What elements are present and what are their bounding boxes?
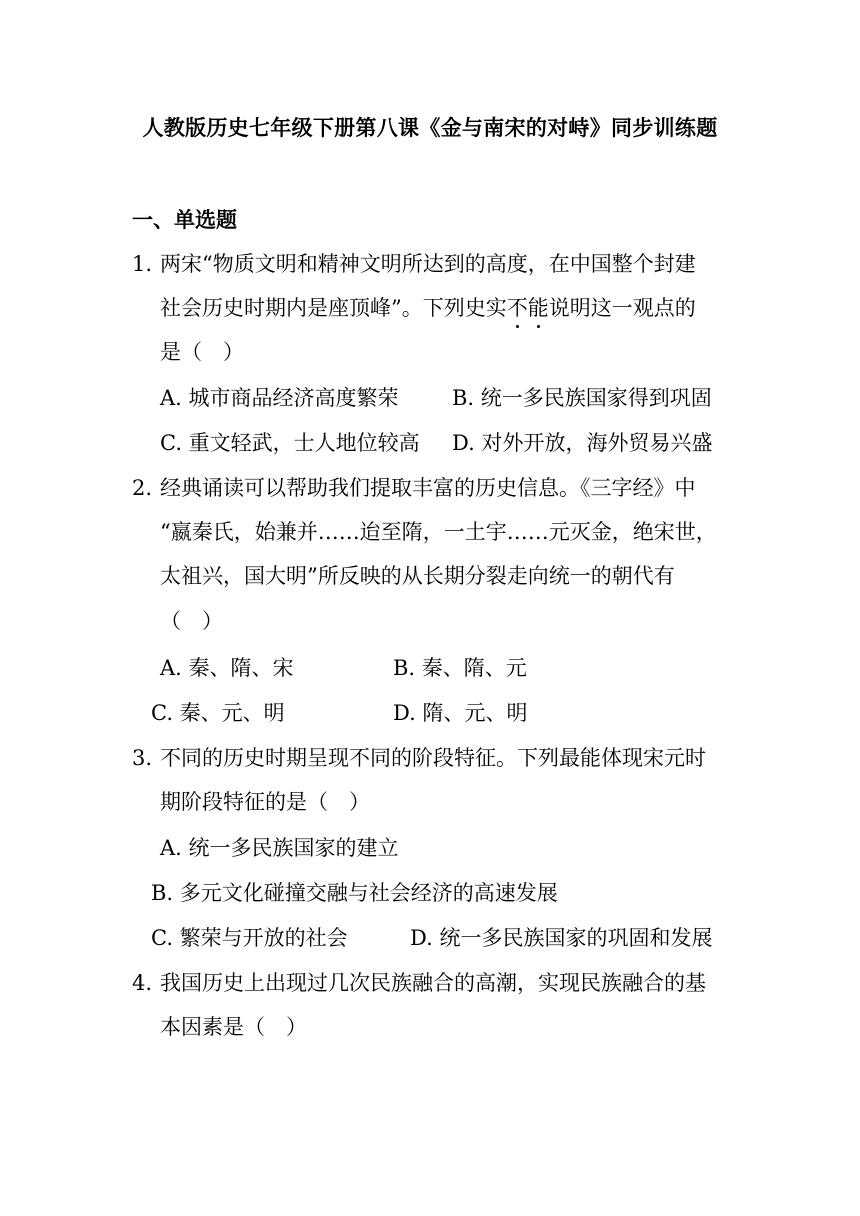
question-text-line: 是（ ） [160, 340, 244, 364]
question-text-line: 两宋“物质文明和精神文明所达到的高度，在中国整个封建 [160, 252, 696, 276]
option-b[interactable]: B. 统一多民族国家得到巩固 [452, 386, 712, 410]
question-text-line: 经典诵读可以帮助我们提取丰富的历史信息。《三字经》中 [160, 476, 696, 500]
emphasis-char: 不 [506, 296, 528, 320]
question-number: 4. [132, 971, 153, 995]
emphasis-char: 能 [527, 296, 549, 320]
question-text-line: 期阶段特征的是（ ） [160, 790, 370, 814]
question-text-line: （ ） [160, 609, 223, 633]
option-d[interactable]: D. 隋、元、明 [393, 701, 528, 725]
option-d[interactable]: D. 统一多民族国家的巩固和发展 [410, 926, 713, 950]
question-text-line: 我国历史上出现过几次民族融合的高潮，实现民族融合的基 [160, 971, 706, 995]
question-number: 2. [132, 476, 153, 500]
question-text-line: 本因素是（ ） [160, 1015, 307, 1039]
question-text-line: 社会历史时期内是座顶峰”。下列史实不能说明这一观点的 [160, 296, 696, 320]
option-c[interactable]: C. 秦、元、明 [151, 701, 285, 725]
question-number: 3. [132, 746, 153, 770]
option-a[interactable]: A. 城市商品经济高度繁荣 [160, 386, 399, 410]
section-heading: 一、单选题 [132, 208, 237, 232]
question-text-line: 太祖兴，国大明”所反映的从长期分裂走向统一的朝代有 [160, 564, 675, 588]
option-d[interactable]: D. 对外开放，海外贸易兴盛 [452, 431, 713, 455]
emphasis-text [507, 296, 549, 320]
question-number: 1. [132, 252, 153, 276]
option-b[interactable]: B. 秦、隋、元 [393, 656, 527, 680]
option-a[interactable]: A. 统一多民族国家的建立 [160, 836, 399, 860]
question-text-line: 不同的历史时期呈现不同的阶段特征。下列最能体现宋元时 [160, 746, 706, 770]
option-c[interactable]: C. 繁荣与开放的社会 [151, 926, 348, 950]
option-a[interactable]: A. 秦、隋、宋 [160, 656, 294, 680]
option-c[interactable]: C. 重文轻武，士人地位较高 [160, 431, 420, 455]
question-text-line: “嬴秦氏，始兼并……迨至隋，一土宇……元灭金，绝宋世， [160, 520, 717, 544]
option-b[interactable]: B. 多元文化碰撞交融与社会经济的高速发展 [151, 881, 558, 905]
document-title: 人教版历史七年级下册第八课《金与南宋的对峙》同步训练题 [142, 116, 718, 140]
